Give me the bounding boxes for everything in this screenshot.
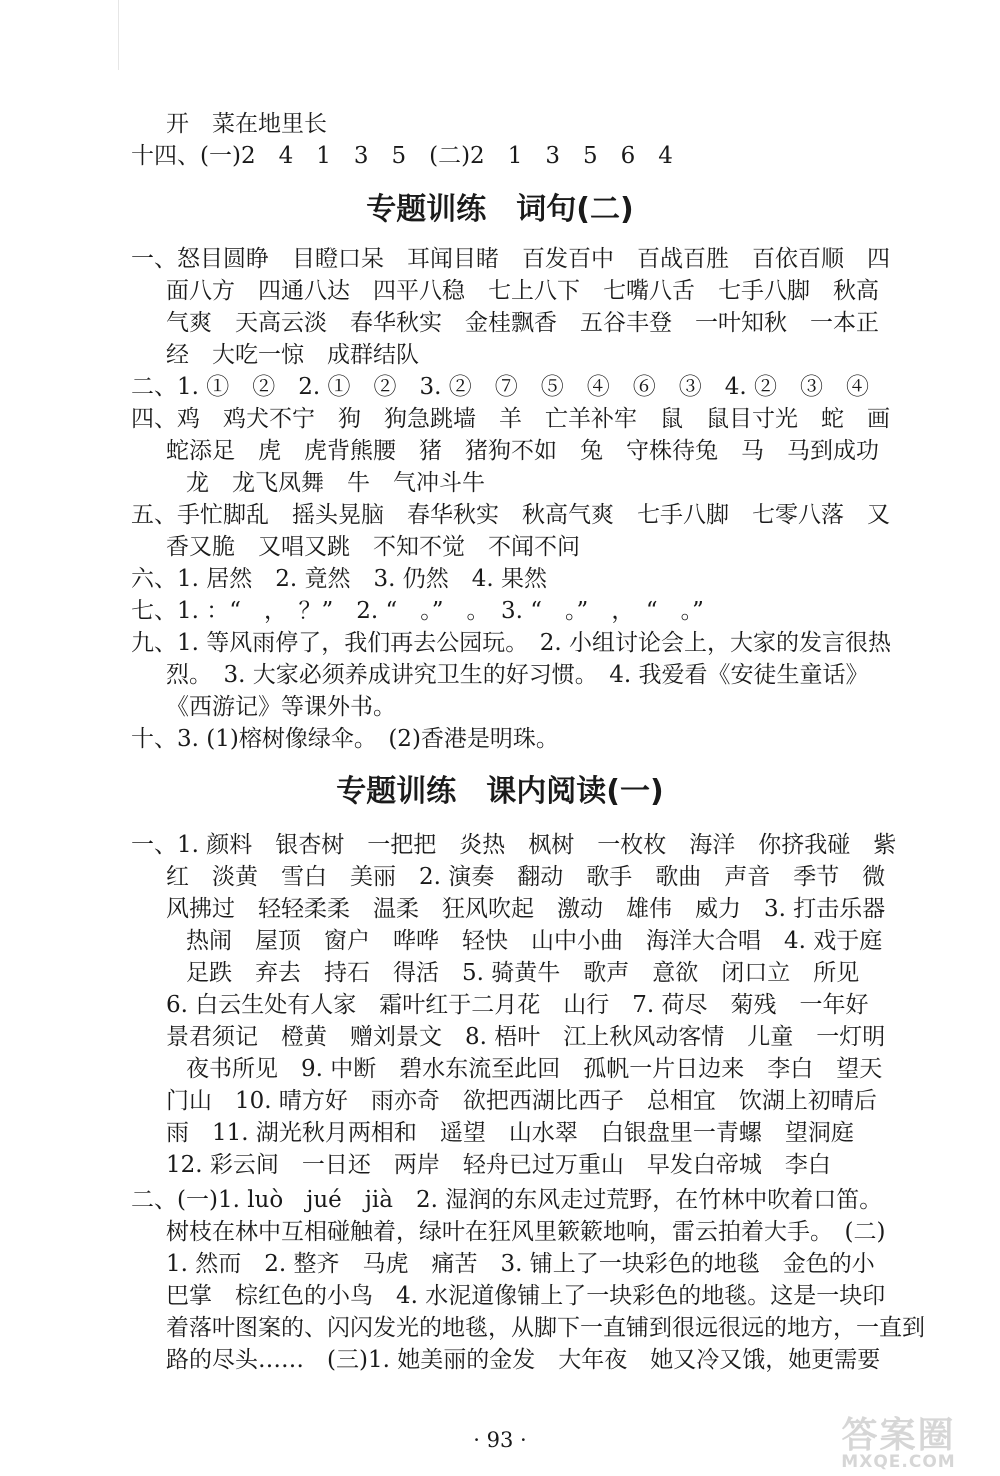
text-line: 开 菜在地里长 — [166, 111, 327, 137]
text-line: 景君须记 橙黄 赠刘景文 8. 梧叶 江上秋风动客情 儿童 一灯明 — [166, 1024, 886, 1050]
text-line: 热闹 屋顶 窗户 哗哗 轻快 山中小曲 海洋大合唱 4. 戏于庭 — [186, 928, 883, 954]
text-line: 12. 彩云间 一日还 两岸 轻舟已过万重山 早发白帝城 李白 — [166, 1152, 831, 1178]
text-line: 六、1. 居然 2. 竟然 3. 仍然 4. 果然 — [131, 566, 548, 592]
text-line: 五、手忙脚乱 摇头晃脑 春华秋实 秋高气爽 七手八脚 七零八落 又 — [131, 502, 890, 528]
watermark-main: 答案圈 — [841, 1415, 956, 1456]
text-line: 面八方 四通八达 四平八稳 七上八下 七嘴八舌 七手八脚 秋高 — [166, 278, 879, 304]
text-line: 二、1. ① ② 2. ① ② 3. ② ⑦ ⑤ ④ ⑥ ③ 4. ② ③ ④ — [131, 374, 870, 400]
text-line: 巴掌 棕红色的小鸟 4. 水泥道像铺上了一块彩色的地毯。这是一块印 — [166, 1283, 886, 1309]
section-heading-ciju: 专题训练 词句(二) — [366, 192, 634, 227]
text-line: 6. 白云生处有人家 霜叶红于二月花 山行 7. 荷尽 菊残 一年好 — [166, 992, 869, 1018]
text-line: 龙 龙飞凤舞 牛 气冲斗牛 — [186, 470, 485, 496]
text-line: 蛇添足 虎 虎背熊腰 猪 猪狗不如 兔 守株待兔 马 马到成功 — [166, 438, 879, 464]
text-line: 路的尽头…… (三)1. 她美丽的金发 大年夜 她又冷又饿，她更需要 — [166, 1347, 881, 1373]
watermark-logo — [806, 1415, 991, 1472]
text-line: 烈。 3. 大家必须养成讲究卫生的好习惯。 4. 我爱看《安徒生童话》 — [166, 662, 869, 688]
text-line: 门山 10. 晴方好 雨亦奇 欲把西湖比西子 总相宜 饮湖上初晴后 — [166, 1088, 877, 1114]
text-line: 七、1. ：“ ， ？” 2. “ 。” 。 3. “ 。” ， “ 。” — [131, 598, 704, 624]
text-line: 四、鸡 鸡犬不宁 狗 狗急跳墙 羊 亡羊补牢 鼠 鼠目寸光 蛇 画 — [131, 406, 890, 432]
text-line: 《西游记》等课外书。 — [166, 694, 396, 720]
text-line: 经 大吃一惊 成群结队 — [166, 342, 419, 368]
text-line: 九、1. 等风雨停了，我们再去公园玩。 2. 小组讨论会上，大家的发言很热 — [131, 630, 892, 656]
page-number: · 93 · — [473, 1428, 527, 1452]
text-line: 气爽 天高云淡 春华秋实 金桂飘香 五谷丰登 一叶知秋 一本正 — [166, 310, 879, 336]
text-line: 红 淡黄 雪白 美丽 2. 演奏 翻动 歌手 歌曲 声音 季节 微 — [166, 864, 886, 890]
watermark-url: MXQE.COM — [841, 1452, 956, 1472]
text-line: 着落叶图案的、闪闪发光的地毯，从脚下一直铺到很远很远的地方，一直到 — [166, 1315, 925, 1341]
text-line: 二、(一)1. luò jué jià 2. 湿润的东风走过荒野，在竹林中吹着口笛。 — [131, 1187, 883, 1213]
text-line: 风拂过 轻轻柔柔 温柔 狂风吹起 激动 雄伟 威力 3. 打击乐器 — [166, 896, 886, 922]
text-line: 夜书所见 9. 中断 碧水东流至此回 孤帆一片日边来 李白 望天 — [186, 1056, 883, 1082]
margin-rule — [118, 0, 119, 70]
text-line: 十、3. (1)榕树像绿伞。 (2)香港是明珠。 — [131, 726, 559, 752]
text-line: 雨 11. 湖光秋月两相和 遥望 山水翠 白银盘里一青螺 望洞庭 — [166, 1120, 854, 1146]
text-line: 1. 然而 2. 整齐 马虎 痛苦 3. 铺上了一块彩色的地毯 金色的小 — [166, 1251, 875, 1277]
text-line: 香又脆 又唱又跳 不知不觉 不闻不问 — [166, 534, 580, 560]
text-line: 一、怒目圆睁 目瞪口呆 耳闻目睹 百发百中 百战百胜 百依百顺 四 — [131, 246, 890, 272]
text-line: 树枝在林中互相碰触着，绿叶在狂风里簌簌地响，雷云拍着大手。 (二) — [166, 1219, 886, 1245]
text-line: 十四、(一)2 4 1 3 5 (二)2 1 3 5 6 4 — [131, 143, 673, 169]
section-heading-reading: 专题训练 课内阅读(一) — [336, 774, 664, 809]
text-line: 一、1. 颜料 银杏树 一把把 炎热 枫树 一枚枚 海洋 你挤我碰 紫 — [131, 832, 897, 858]
text-line: 足跌 弃去 持石 得活 5. 骑黄牛 歌声 意欲 闭口立 所见 — [186, 960, 860, 986]
